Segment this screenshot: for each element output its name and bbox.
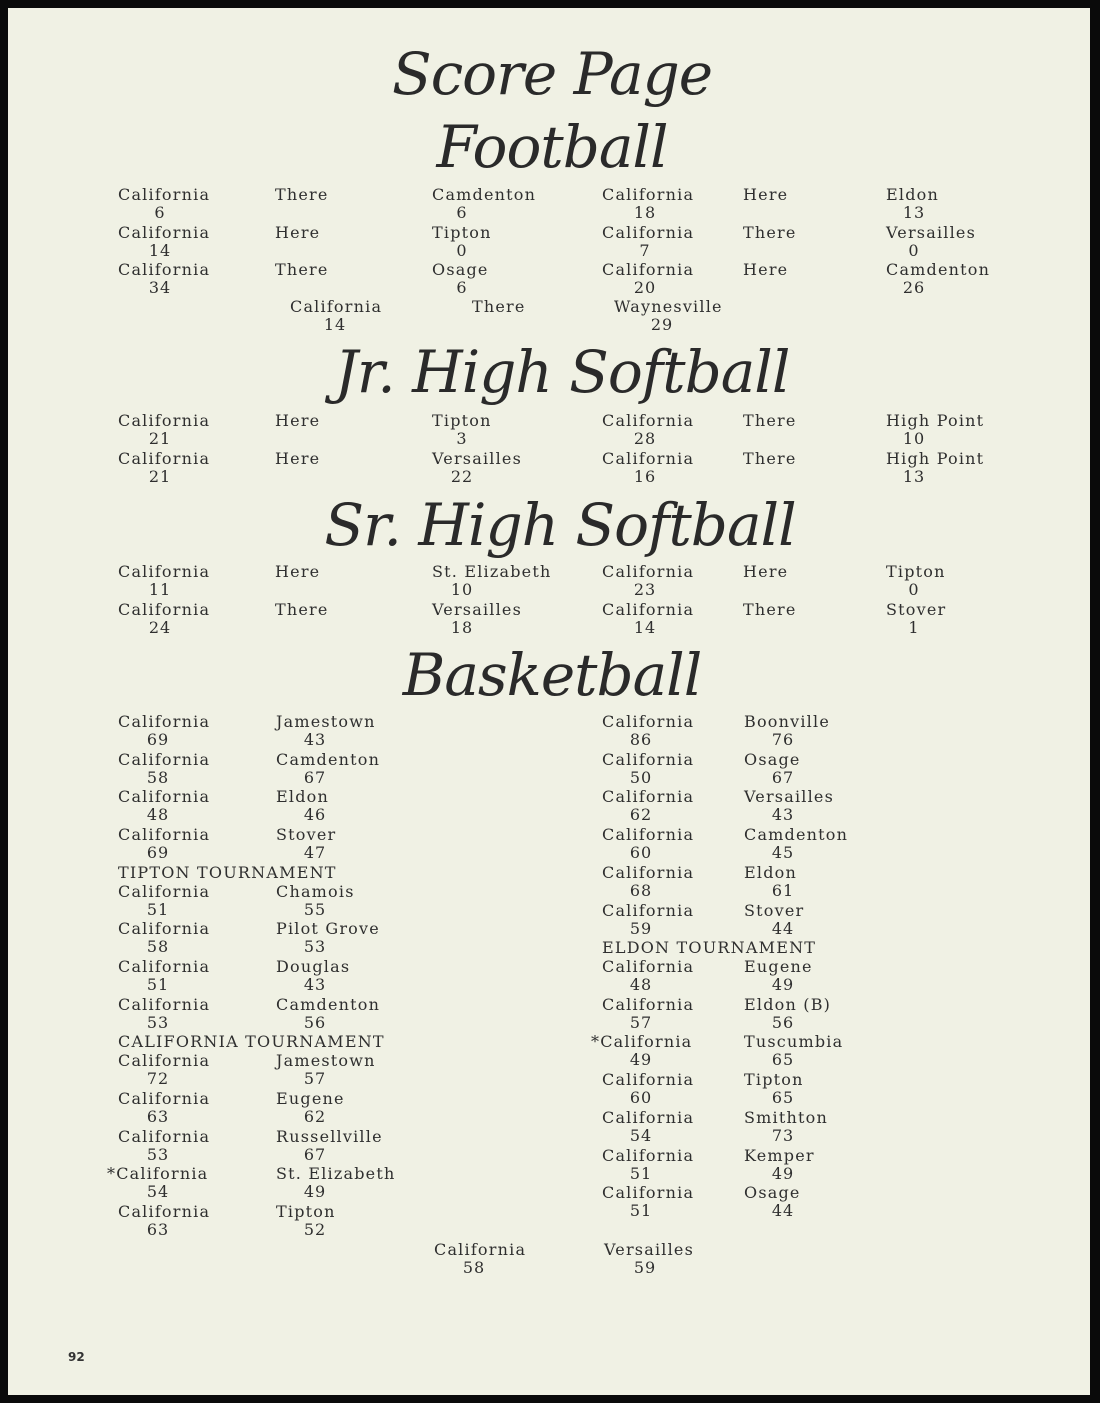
game-site: There: [275, 260, 329, 279]
home-team: California: [118, 957, 211, 976]
game-site: There: [275, 185, 329, 204]
game-site: There: [275, 600, 329, 619]
opponent-score: 56: [303, 1012, 327, 1032]
opponent-score: 0: [908, 241, 920, 260]
game-site: There: [743, 449, 797, 468]
home-score: 11: [148, 580, 172, 599]
yearbook-page: [8, 8, 1090, 1395]
home-score: 18: [633, 203, 657, 222]
opponent-team: Douglas: [276, 957, 351, 976]
opponent-score: 76: [771, 730, 795, 749]
home-team: California: [118, 1051, 211, 1071]
home-score: 14: [323, 315, 347, 334]
opponent-score: 49: [771, 1163, 795, 1183]
opponent-team: Eldon: [886, 185, 939, 204]
opponent-score: 6: [456, 278, 468, 297]
home-score: 14: [633, 618, 657, 637]
home-score: 23: [633, 580, 657, 599]
home-team: California: [118, 1126, 211, 1146]
home-team: California: [602, 600, 695, 619]
opponent-team: Chamois: [276, 881, 355, 901]
home-team: California: [602, 1145, 695, 1165]
opponent-team: Camdenton: [744, 825, 849, 845]
home-score: 53: [146, 1012, 170, 1032]
home-score: 24: [148, 618, 172, 637]
opponent-score: 0: [456, 241, 468, 260]
opponent-team: Eldon (B): [744, 994, 832, 1014]
opponent-team: Osage: [744, 1183, 801, 1203]
home-score: 51: [629, 1163, 653, 1183]
opponent-team: Eldon: [744, 862, 797, 882]
home-team: California: [118, 600, 211, 619]
opponent-score: 29: [650, 315, 674, 334]
home-team: California: [290, 297, 383, 316]
opponent-team: High Point: [886, 449, 985, 468]
home-team: California: [118, 562, 211, 581]
home-score: 57: [629, 1012, 653, 1032]
opponent-score: 47: [303, 843, 327, 863]
opponent-team: Jamestown: [276, 1051, 376, 1071]
football-heading: Football: [436, 113, 668, 181]
home-team: California: [118, 449, 211, 468]
opponent-team: Tuscumbia: [744, 1032, 844, 1052]
home-score: 58: [146, 767, 170, 787]
opponent-score: 65: [771, 1088, 795, 1108]
game-site: There: [472, 297, 526, 316]
home-score: 51: [146, 975, 170, 994]
home-team: California: [118, 185, 211, 204]
opponent-team: Waynesville: [614, 297, 723, 316]
game-site: There: [743, 600, 797, 619]
home-team: California: [602, 900, 695, 920]
home-score: 54: [629, 1125, 653, 1145]
home-team: California: [118, 712, 211, 731]
opponent-team: Osage: [744, 749, 801, 769]
home-score: 28: [633, 429, 657, 448]
home-team: *California: [591, 1032, 693, 1052]
opponent-score: 56: [771, 1012, 795, 1032]
home-team: California: [118, 411, 211, 430]
home-team: California: [602, 1107, 695, 1127]
home-team: California: [602, 862, 695, 882]
opponent-team: Boonville: [744, 712, 830, 731]
home-score: 62: [629, 805, 653, 825]
home-team: California: [118, 749, 211, 769]
home-score: 50: [629, 767, 653, 787]
opponent-score: 43: [771, 805, 795, 825]
opponent-team: Camdenton: [886, 260, 991, 279]
opponent-team: Stover: [744, 900, 805, 920]
home-score: 53: [146, 1144, 170, 1164]
opponent-team: Tipton: [432, 411, 492, 430]
opponent-score: 55: [303, 899, 327, 919]
home-score: 69: [146, 730, 170, 749]
opponent-score: 0: [908, 580, 920, 599]
opponent-score: 6: [456, 203, 468, 222]
home-team: California: [602, 787, 695, 807]
opponent-score: 49: [771, 975, 795, 994]
opponent-score: 13: [902, 467, 926, 486]
home-team: California: [118, 881, 211, 901]
home-team: *California: [107, 1164, 209, 1184]
game-site: Here: [743, 562, 789, 581]
home-score: 58: [462, 1258, 486, 1277]
opponent-score: 18: [450, 618, 474, 637]
opponent-score: 45: [771, 843, 795, 863]
game-site: There: [743, 411, 797, 430]
home-team: California: [602, 185, 695, 204]
opponent-score: 44: [771, 918, 795, 938]
opponent-team: Eldon: [276, 787, 329, 807]
home-score: 60: [629, 1088, 653, 1108]
home-team: California: [118, 994, 211, 1014]
opponent-team: Versailles: [604, 1240, 694, 1259]
tournament-header: TIPTON TOURNAMENT: [118, 862, 337, 882]
opponent-score: 43: [303, 975, 327, 994]
opponent-score: 26: [902, 278, 926, 297]
game-site: Here: [275, 449, 321, 468]
home-team: California: [602, 1183, 695, 1203]
home-team: California: [118, 1088, 211, 1108]
home-team: California: [118, 825, 211, 845]
opponent-score: 65: [771, 1050, 795, 1070]
opponent-team: Eugene: [744, 957, 813, 976]
opponent-team: Stover: [886, 600, 947, 619]
opponent-team: Tipton: [744, 1070, 804, 1090]
page-number: 92: [68, 1350, 85, 1364]
opponent-team: Pilot Grove: [276, 919, 380, 939]
opponent-team: St. Elizabeth: [432, 562, 552, 581]
home-team: California: [434, 1240, 527, 1259]
opponent-score: 67: [303, 767, 327, 787]
home-score: 69: [146, 843, 170, 863]
opponent-score: 61: [771, 880, 795, 900]
opponent-team: Versailles: [886, 223, 976, 242]
opponent-score: 49: [303, 1182, 327, 1202]
home-team: California: [602, 957, 695, 976]
home-team: California: [118, 260, 211, 279]
tournament-header: ELDON TOURNAMENT: [602, 938, 817, 958]
home-team: California: [602, 260, 695, 279]
game-site: Here: [743, 185, 789, 204]
basketball-heading: Basketball: [402, 641, 702, 709]
opponent-team: Tipton: [886, 562, 946, 581]
home-score: 7: [639, 241, 651, 260]
opponent-score: 46: [303, 805, 327, 825]
opponent-score: 67: [303, 1144, 327, 1164]
game-site: Here: [275, 562, 321, 581]
home-score: 20: [633, 278, 657, 297]
home-score: 63: [146, 1220, 170, 1239]
opponent-team: Camdenton: [276, 994, 381, 1014]
home-score: 86: [629, 730, 653, 749]
home-score: 34: [148, 278, 172, 297]
opponent-team: Camdenton: [432, 185, 537, 204]
opponent-score: 44: [771, 1201, 795, 1221]
page-title: Score Page: [391, 40, 713, 108]
home-team: California: [602, 1070, 695, 1090]
opponent-score: 73: [771, 1125, 795, 1145]
opponent-team: Smithton: [744, 1107, 828, 1127]
opponent-team: Camdenton: [276, 749, 381, 769]
home-score: 51: [629, 1201, 653, 1221]
opponent-score: 67: [771, 767, 795, 787]
home-team: California: [602, 411, 695, 430]
opponent-score: 22: [450, 467, 474, 486]
home-score: 21: [148, 467, 172, 486]
opponent-team: Jamestown: [276, 712, 376, 731]
home-team: California: [602, 825, 695, 845]
opponent-team: Stover: [276, 825, 337, 845]
opponent-score: 10: [902, 429, 926, 448]
home-team: California: [602, 223, 695, 242]
opponent-score: 13: [902, 203, 926, 222]
home-score: 54: [146, 1182, 170, 1202]
home-team: California: [602, 994, 695, 1014]
home-team: California: [602, 749, 695, 769]
opponent-team: High Point: [886, 411, 985, 430]
opponent-team: Tipton: [432, 223, 492, 242]
sr-high-softball-heading: Sr. High Softball: [324, 491, 796, 559]
home-score: 48: [146, 805, 170, 825]
opponent-team: Osage: [432, 260, 489, 279]
tournament-header: CALIFORNIA TOURNAMENT: [118, 1032, 385, 1052]
home-score: 68: [629, 880, 653, 900]
opponent-score: 52: [303, 1220, 327, 1239]
home-team: California: [118, 1202, 211, 1221]
opponent-team: Kemper: [744, 1145, 815, 1165]
home-score: 6: [154, 203, 166, 222]
home-score: 59: [629, 918, 653, 938]
home-score: 14: [148, 241, 172, 260]
opponent-score: 59: [633, 1258, 657, 1277]
opponent-team: Versailles: [432, 449, 522, 468]
opponent-team: St. Elizabeth: [276, 1164, 396, 1184]
home-team: California: [118, 919, 211, 939]
opponent-score: 57: [303, 1069, 327, 1089]
opponent-score: 53: [303, 937, 327, 957]
game-site: Here: [275, 411, 321, 430]
home-team: California: [602, 562, 695, 581]
home-score: 72: [146, 1069, 170, 1089]
home-score: 63: [146, 1106, 170, 1126]
home-score: 16: [633, 467, 657, 486]
opponent-score: 3: [456, 429, 468, 448]
home-score: 48: [629, 975, 653, 994]
home-team: California: [602, 449, 695, 468]
game-site: Here: [743, 260, 789, 279]
opponent-team: Eugene: [276, 1088, 345, 1108]
home-team: California: [602, 712, 695, 731]
home-score: 60: [629, 843, 653, 863]
home-team: California: [118, 787, 211, 807]
opponent-team: Tipton: [276, 1202, 336, 1221]
home-score: 51: [146, 899, 170, 919]
jr-high-softball-heading: Jr. High Softball: [334, 338, 790, 406]
opponent-score: 62: [303, 1106, 327, 1126]
home-score: 58: [146, 937, 170, 957]
opponent-score: 1: [908, 618, 920, 637]
opponent-team: Versailles: [432, 600, 522, 619]
game-site: Here: [275, 223, 321, 242]
home-score: 49: [629, 1050, 653, 1070]
opponent-team: Russellville: [276, 1126, 383, 1146]
opponent-score: 10: [450, 580, 474, 599]
game-site: There: [743, 223, 797, 242]
home-team: California: [118, 223, 211, 242]
home-score: 21: [148, 429, 172, 448]
opponent-score: 43: [303, 730, 327, 749]
opponent-team: Versailles: [744, 787, 834, 807]
